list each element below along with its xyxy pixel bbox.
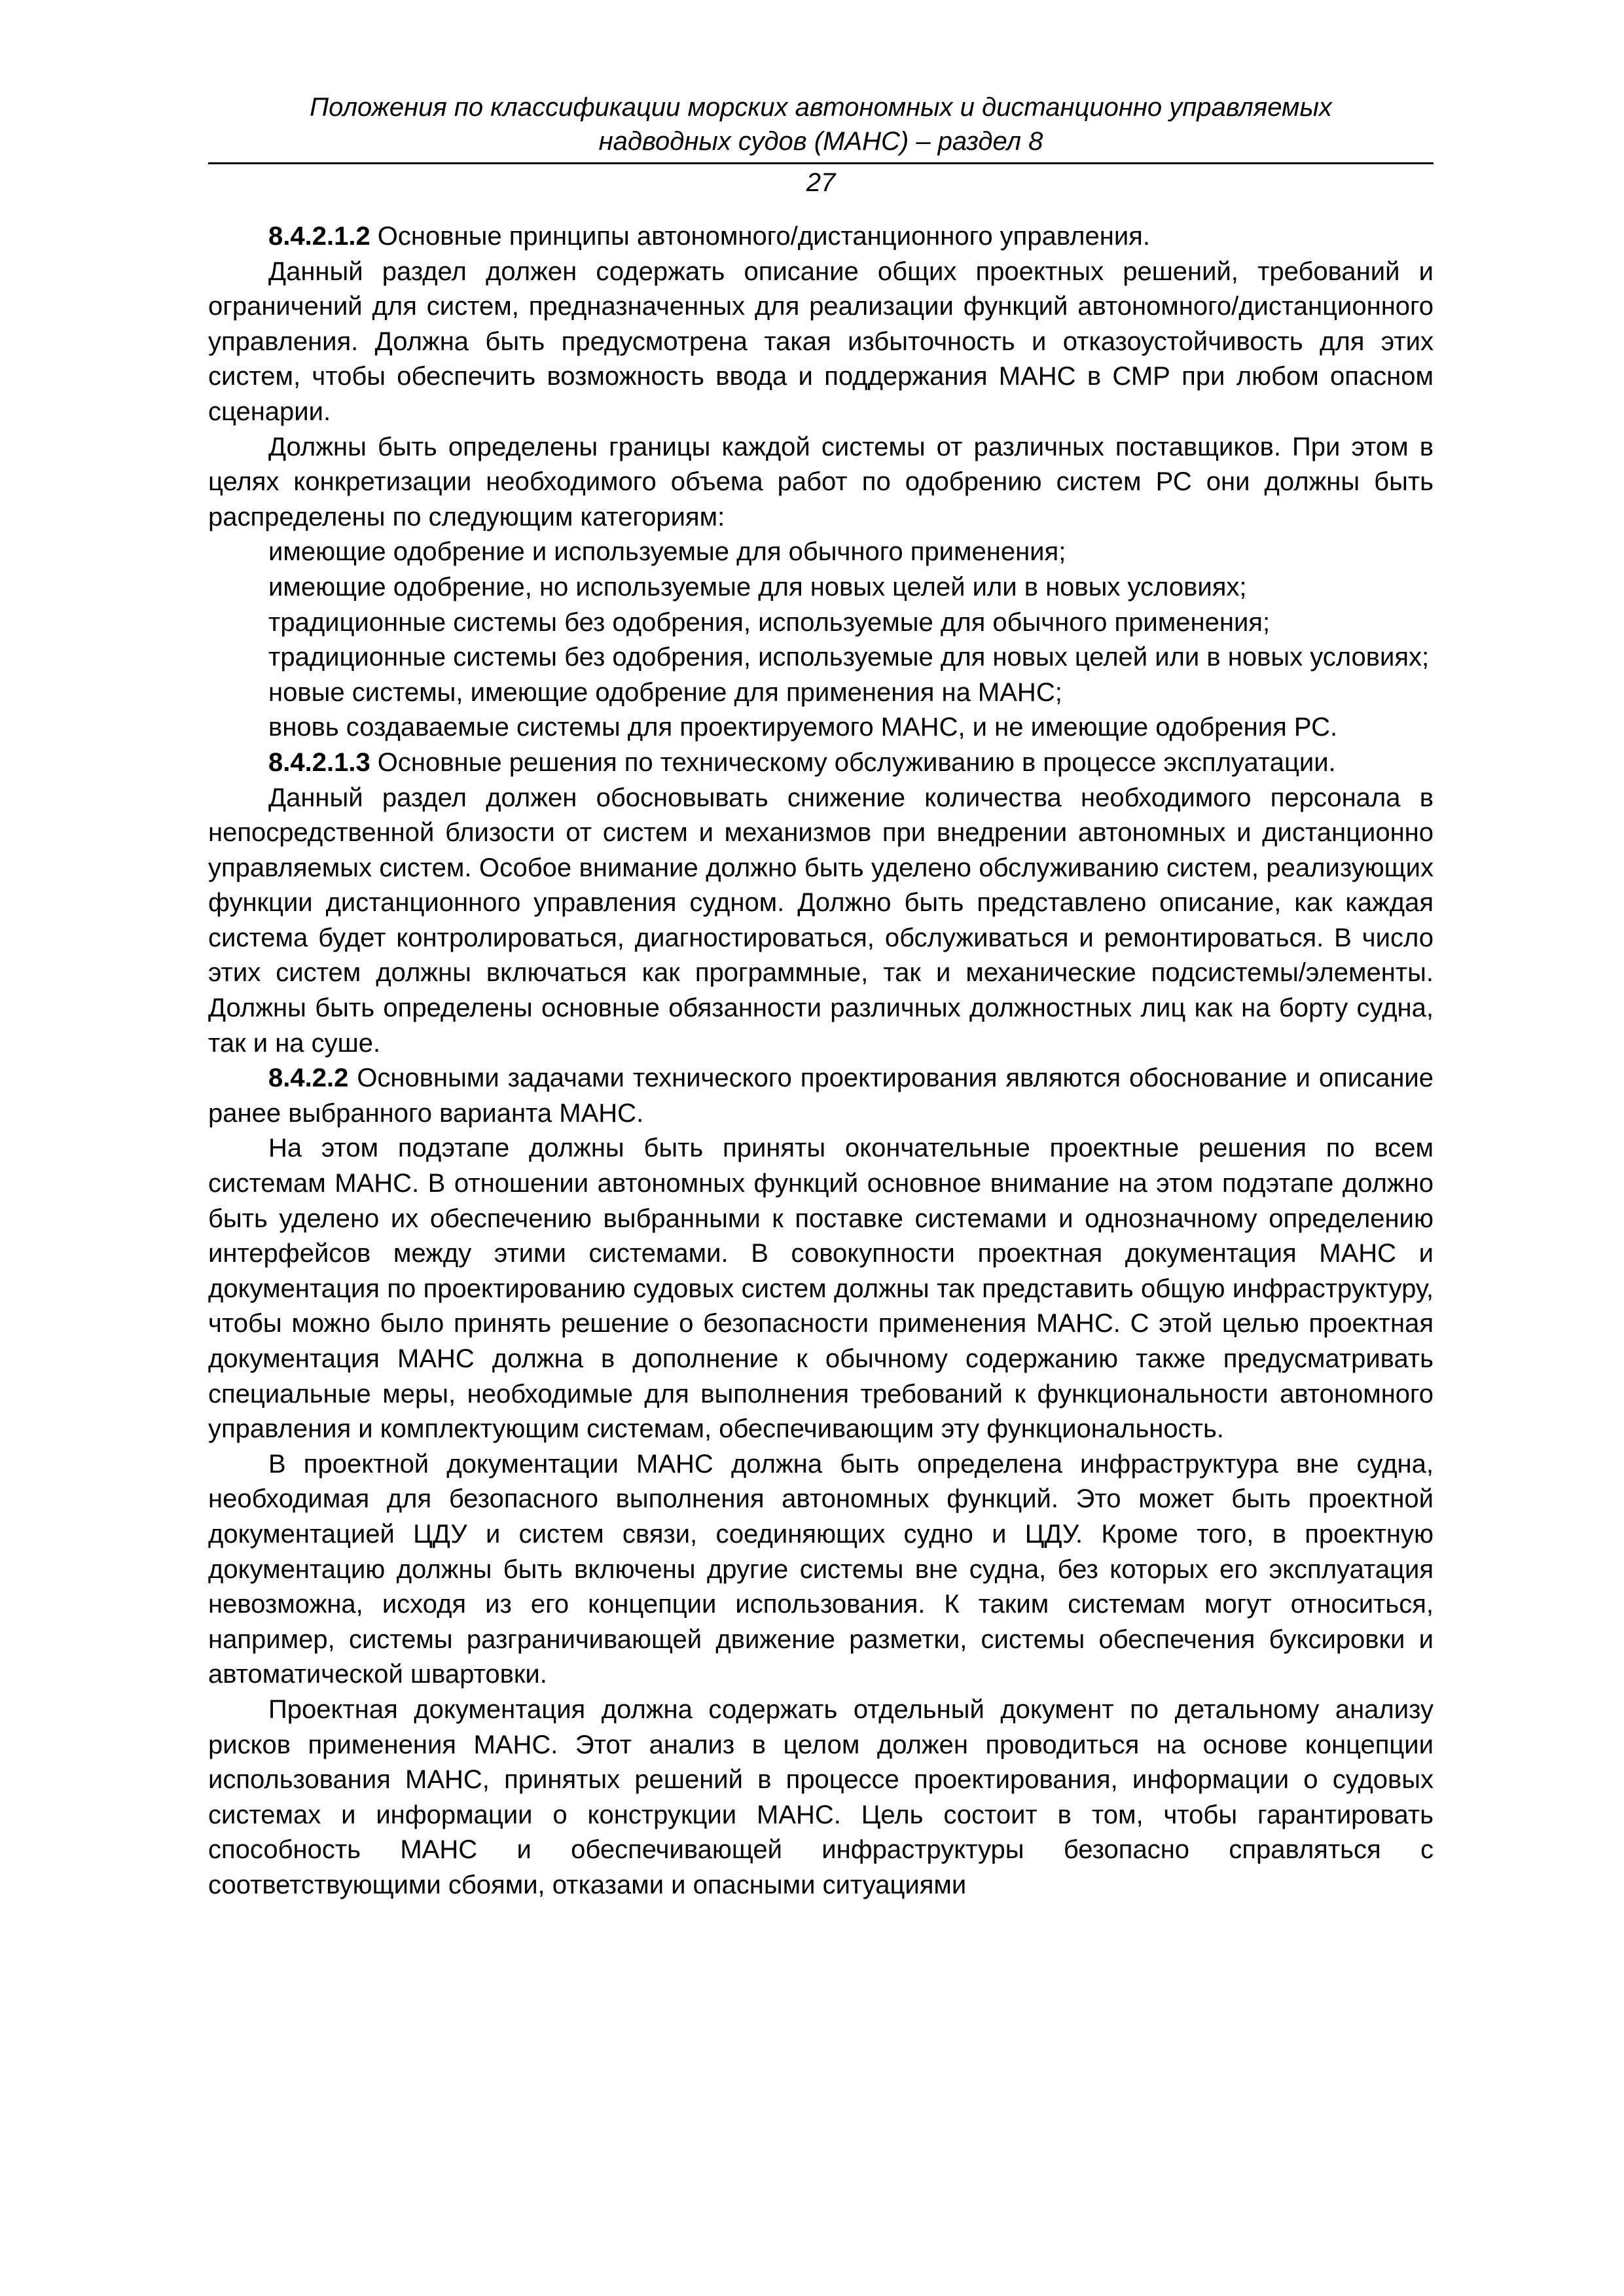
section-number: 8.4.2.1.2: [268, 222, 370, 251]
list-item: вновь создаваемые системы для проектируемого МАНС, и не имеющие одобрения РС.: [268, 713, 1338, 742]
section-title: Основные принципы автономного/дистанционного управления.: [370, 222, 1150, 251]
list-item: традиционные системы без одобрения, используемые для новых целей или в новых условиях;: [268, 643, 1430, 672]
section-heading-8-4-2-1-2: [208, 219, 1434, 255]
section-heading-8-4-2-1-3: [208, 745, 1434, 781]
list-item: новые системы, имеющие одобрение для применения на МАНС;: [268, 677, 1062, 707]
list-item: имеющие одобрение и используемые для обычного применения;: [268, 537, 1066, 567]
header-divider: [208, 162, 1434, 164]
header-line-1: Положения по классификации морских автономных и дистанционно управляемых: [310, 93, 1332, 122]
section-number: 8.4.2.1.3: [268, 747, 370, 777]
page-number: 27: [806, 168, 836, 197]
section-title: Основные решения по техническому обслуживанию в процессе эксплуатации.: [370, 747, 1336, 777]
section-number: 8.4.2.2: [268, 1064, 349, 1093]
paragraph: Данный раздел должен содержать описание общих проектных решений, требований и ограничений для систем, предназначенных для реализации функций автономного/дистанционного управления. Должна быть предусмотрена такая избыточность и отказоустойчивость для этих систем, чтобы обеспечить возможность ввода и поддержания МАНС в СМР при любом опасном сценарии.: [208, 257, 1434, 426]
list-item: имеющие одобрение, но используемые для новых целей или в новых условиях;: [268, 572, 1247, 601]
running-header: [208, 90, 1434, 158]
list-item: традиционные системы без одобрения, используемые для обычного применения;: [268, 607, 1271, 637]
paragraph: Должны быть определены границы каждой системы от различных поставщиков. При этом в целях конкретизации необходимого объема работ по одобрению систем РС они должны быть распределены по следующим категориям:: [208, 432, 1434, 531]
paragraph: Данный раздел должен обосновывать снижение количества необходимого персонала в непосредственной близости от систем и механизмов при внедрении автономных и дистанционно управляемых систем. Особое внимание должно быть уделено обслуживанию систем, реализующих функции дистанционного управления судном. Должно быть представлено описание, как каждая система будет контролироваться, диагностироваться, обслуживаться и ремонтироваться. В число этих систем должны включаться как программные, так и механические подсистемы/элементы. Должны быть определены основные обязанности различных должностных лиц как на борту судна, так и на суше.: [208, 783, 1434, 1058]
section-title: Основными задачами технического проектирования являются обоснование и описание ранее выбранного варианта МАНС.: [208, 1064, 1434, 1128]
document-page: [208, 90, 1434, 1903]
section-heading-8-4-2-2: [208, 1061, 1434, 1131]
paragraph: Проектная документация должна содержать отдельный документ по детальному анализу рисков применения МАНС. Этот анализ в целом должен проводиться на основе концепции использования МАНС, принятых решений в процессе проектирования, информации о судовых системах и информации о конструкции МАНС. Цель состоит в том, чтобы гарантировать способность МАНС и обеспечивающей инфраструктуры безопасно справляться с соответствующими сбоями, отказами и опасными ситуациями: [208, 1695, 1434, 1899]
document-body: [208, 219, 1434, 1903]
paragraph: На этом подэтапе должны быть приняты окончательные проектные решения по всем системам МАНС. В отношении автономных функций основное внимание на этом подэтапе должно быть уделено их обеспечению выбранными к поставке системами и однозначному определению интерфейсов между этими системами. В совокупности проектная документация МАНС и документация по проектированию судовых систем должны так представить общую инфраструктуру, чтобы можно было принять решение о безопасности применения МАНС. С этой целью проектная документация МАНС должна в дополнение к обычному содержанию также предусматривать специальные меры, необходимые для выполнения требований к функциональности автономного управления и комплектующим системам, обеспечивающим эту функциональность.: [208, 1134, 1434, 1444]
paragraph: В проектной документации МАНС должна быть определена инфраструктура вне судна, необходимая для безопасного выполнения автономных функций. Это может быть проектной документацией ЦДУ и систем связи, соединяющих судно и ЦДУ. Кроме того, в проектную документацию должны быть включены другие системы вне судна, без которых его эксплуатация невозможна, исходя из его концепции использования. К таким системам могут относиться, например, системы разграничивающей движение разметки, системы обеспечения буксировки и автоматической швартовки.: [208, 1449, 1434, 1689]
header-line-2: надводных судов (МАНС) – раздел 8: [598, 127, 1043, 156]
